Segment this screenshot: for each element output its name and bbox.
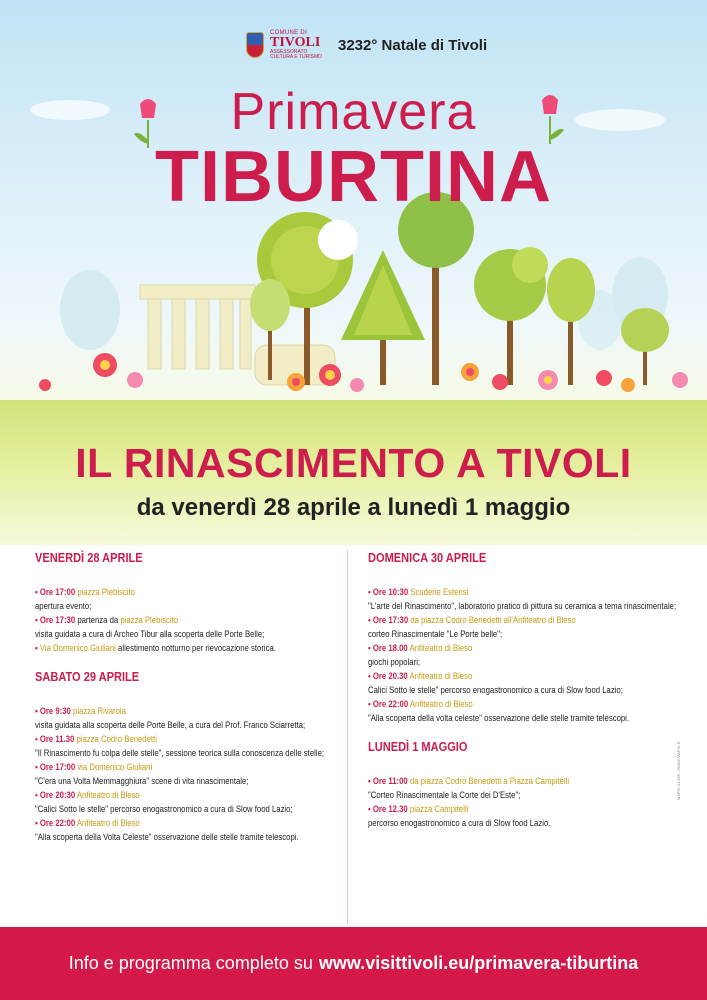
logo-sub: ASSESSORATO (270, 49, 308, 55)
print-credit: MAPIN 31.655 - WWW.MAPIN.IT (676, 740, 681, 800)
event-item: • Ore 12.30 piazza Campitelli percorso enogastronomico a cura di Slow food Lazio. (368, 804, 551, 828)
comune-logo (246, 30, 322, 60)
event-item: • Ore 18.00 Anfiteatro di Bleso giochi popolari; (368, 643, 473, 667)
event-item: • Ore 17:30 partenza da piazza Plebiscito visita guidata a cura di Archeo Tibur alla scoperta delle Porte Belle; (35, 615, 265, 639)
event-item: • Ore 20:30 Anfiteatro di Bleso "Calici Sotto le stelle" percorso enogastronomico a cura di Slow food Lazio; (35, 790, 293, 814)
tivoli-crest-icon (246, 32, 264, 58)
event-item: • Ore 17:00 via Domenico Giuliani "C'era una Volta Memmagghiura" scene di vita rinascimentale; (35, 762, 249, 786)
event-item: • Ore 9:30 piazza Rivarola visita guidata alla scoperta delle Porte Belle, a cura del Prof. Franco Sciarretta; (35, 706, 306, 730)
day-heading-venerdi: VENERDÌ 28 APRILE (35, 550, 143, 565)
footer-banner (0, 927, 707, 1000)
event-item: • Ore 17:30 da piazza Codro Benedetti all'Anfiteatro di Bleso corteo Rinascimentale "Le Porte belle"; (368, 615, 576, 639)
event-item: • Via Domenico Giuliani allestimento notturno per rievocazione storica. (35, 643, 276, 653)
title-primavera: Primavera (230, 83, 477, 141)
title-tiburtina: TIBURTINA (155, 137, 552, 217)
footer-text: Info e programma completo su (68, 953, 313, 973)
date-range: da venerdì 28 aprile a lunedì 1 maggio (136, 494, 571, 521)
event-item: • Ore 10:30 Scuderie Estensi "L'arte del Rinascimento", laboratorio pratico di pittura su ceramica a tema rinascimentale; (368, 587, 677, 611)
event-item: • Ore 17:00 piazza Plebiscito apertura evento; (35, 587, 135, 611)
event-item: • Ore 22:00 Anfiteatro di Bleso "Alla scoperta della Volta Celeste" osservazione delle stelle tramite telescopi. (35, 818, 299, 842)
day-heading-domenica: DOMENICA 30 APRILE (368, 550, 487, 565)
event-item: • Ore 11:00 da piazza Codro Benedetti a Piazza Campitelli "Corteo Rinascimentale la Corte dei D'Este"; (368, 776, 570, 800)
program-right-column (368, 550, 688, 830)
headline: IL RINASCIMENTO A TIVOLI (75, 440, 632, 486)
logo-name: TIVOLI (270, 35, 321, 50)
event-item: • Ore 11.30 piazza Codro Benedetti "Il Rinascimento fu colpa delle stelle", sessione teorica sulla conoscenza delle stelle; (35, 734, 325, 758)
program-left-column (35, 550, 340, 844)
logo-top: COMUNE DI (270, 30, 308, 36)
event-item: • Ore 20.30 Anfiteatro di Bleso Calici Sotto le stelle" percorso enogastronomico a cura di Slow food Lazio; (368, 671, 623, 695)
day-heading-lunedi: LUNEDÌ 1 MAGGIO (368, 739, 468, 754)
natale-di-tivoli: 3232° Natale di Tivoli (338, 37, 488, 54)
footer-url-link[interactable]: www.visittivoli.eu/primavera-tiburtina (318, 953, 639, 973)
event-item: • Ore 22:00 Anfiteatro di Bleso "Alla scoperta della volta celeste" osservazione delle stelle tramite telescopi. (368, 699, 630, 723)
column-divider (347, 550, 348, 925)
logo-sub2: CULTURA E TURISMO (270, 54, 323, 60)
day-heading-sabato: SABATO 29 APRILE (35, 669, 140, 684)
